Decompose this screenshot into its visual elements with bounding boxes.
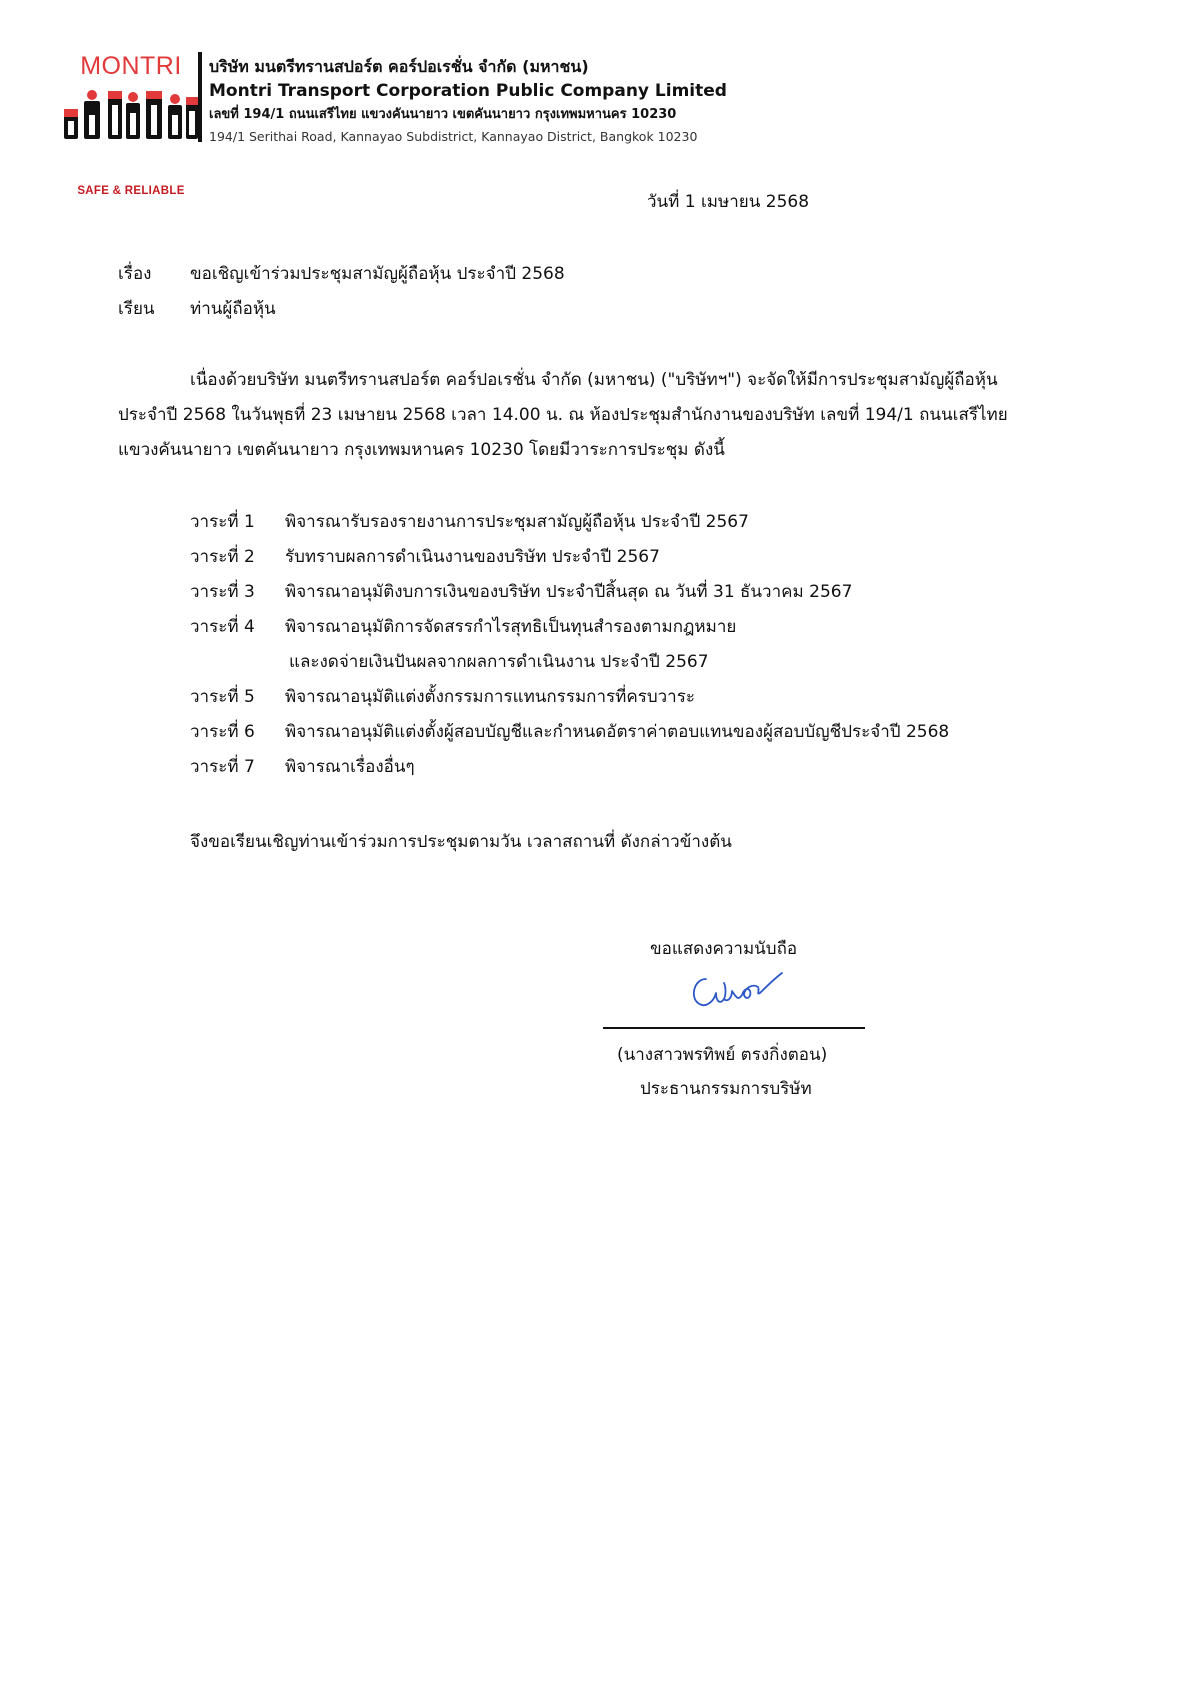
agenda-text: พิจารณาอนุมัติแต่งตั้งกรรมการแทนกรรมการที่ครบวาระ	[285, 687, 695, 707]
agenda-text: พิจารณารับรองรายงานการประชุมสามัญผู้ถือหุ้น ประจำปี 2567	[285, 512, 749, 532]
regards-text: ขอแสดงความนับถือ	[650, 939, 798, 959]
agenda-text: พิจารณาอนุมัติการจัดสรรกำไรสุทธิเป็นทุนสำรองตามกฎหมาย	[285, 617, 737, 637]
subject-text: ขอเชิญเข้าร่วมประชุมสามัญผู้ถือหุ้น ประจำปี 2568	[190, 264, 565, 284]
agenda-number: วาระที่ 5	[190, 687, 255, 707]
logo-tagline: SAFE & RELIABLE	[60, 183, 202, 199]
intro-line-2: ประจำปี 2568 ในวันพุธที่ 23 เมษายน 2568 เวลา 14.00 น. ณ ห้องประชุมสำนักงานของบริษัท เลขที่ 194/1 ถนนเสรีไทย	[118, 405, 1008, 425]
agenda-number: วาระที่ 6	[190, 722, 255, 742]
agenda-number: วาระที่ 1	[190, 512, 255, 532]
company-name-th: บริษัท มนตรีทรานสปอร์ต คอร์ปอเรชั่น จำกัด (มหาชน)	[209, 57, 589, 76]
letterhead-divider	[198, 52, 202, 142]
recipient-label: เรียน	[118, 299, 155, 319]
agenda-text: พิจารณาอนุมัติงบการเงินของบริษัท ประจำปีสิ้นสุด ณ วันที่ 31 ธันวาคม 2567	[285, 582, 853, 602]
signer-title: ประธานกรรมการบริษัท	[640, 1079, 812, 1099]
agenda-text: พิจารณาอนุมัติแต่งตั้งผู้สอบบัญชีและกำหนดอัตราค่าตอบแทนของผู้สอบบัญชีประจำปี 2568	[285, 722, 950, 742]
letter-date: วันที่ 1 เมษายน 2568	[647, 192, 810, 212]
agenda-number: วาระที่ 7	[190, 757, 255, 777]
logo-wordmark: MONTRI	[80, 52, 182, 80]
intro-line-3: แขวงคันนายาว เขตคันนายาว กรุงเทพมหานคร 10230 โดยมีวาระการประชุม ดังนี้	[118, 440, 725, 460]
agenda-text: พิจารณาเรื่องอื่นๆ	[285, 757, 415, 777]
company-logo	[60, 52, 202, 197]
signature-line	[603, 1027, 865, 1029]
logo-figures-icon	[62, 85, 200, 177]
letterhead-text	[209, 54, 727, 148]
agenda-number: วาระที่ 2	[190, 547, 255, 567]
closing-sentence: จึงขอเรียนเชิญท่านเข้าร่วมการประชุมตามวัน เวลาสถานที่ ดังกล่าวข้างต้น	[190, 832, 732, 852]
signature-icon	[686, 967, 786, 1013]
company-address-th: เลขที่ 194/1 ถนนเสรีไทย แขวงคันนายาว เขตคันนายาว กรุงเทพมหานคร 10230	[209, 107, 677, 122]
company-name-en: Montri Transport Corporation Public Company Limited	[209, 81, 727, 101]
company-address-en: 194/1 Serithai Road, Kannayao Subdistrict, Kannayao District, Bangkok 10230	[209, 129, 698, 144]
agenda-number: วาระที่ 3	[190, 582, 255, 602]
agenda-number: วาระที่ 4	[190, 617, 255, 637]
agenda-text: และงดจ่ายเงินปันผลจากผลการดำเนินงาน ประจำปี 2567	[289, 652, 709, 672]
agenda-text: รับทราบผลการดำเนินงานของบริษัท ประจำปี 2567	[285, 547, 660, 567]
intro-line-1: เนื่องด้วยบริษัท มนตรีทรานสปอร์ต คอร์ปอเรชั่น จำกัด (มหาชน) ("บริษัทฯ") จะจัดให้มีการประชุมสามัญผู้ถือหุ้น	[190, 370, 998, 390]
recipient-text: ท่านผู้ถือหุ้น	[190, 299, 276, 319]
signer-name: (นางสาวพรทิพย์ ตรงกิ่งตอน)	[617, 1045, 828, 1065]
subject-label: เรื่อง	[118, 264, 152, 284]
